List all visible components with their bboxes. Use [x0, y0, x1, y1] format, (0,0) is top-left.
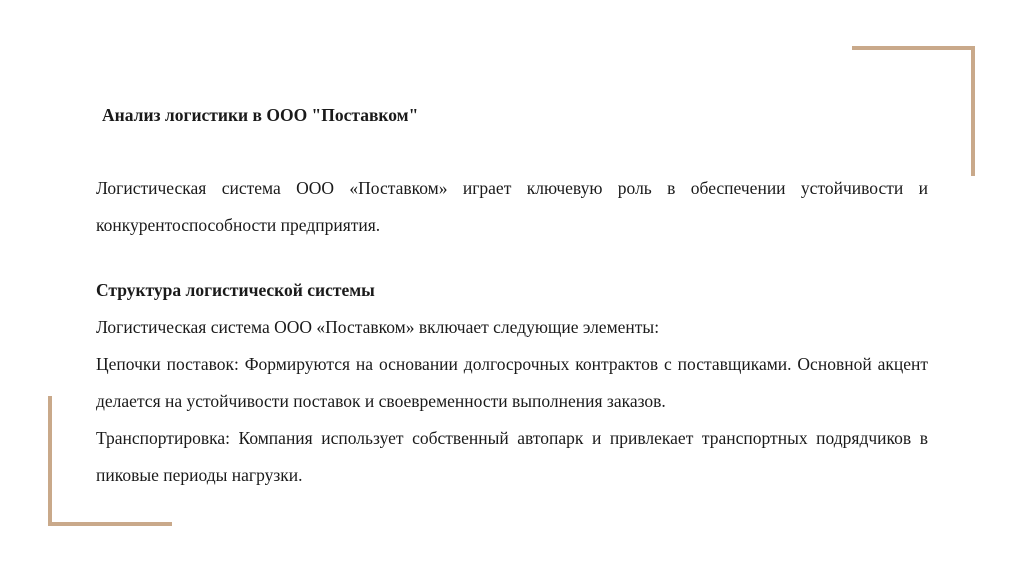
frame-corner-bottom-left-horizontal [48, 522, 172, 526]
supply-chain-paragraph: Цепочки поставок: Формируются на основании долгосрочных контрактов с поставщиками. Основной акцент делается на устойчивости поставок и своевременности выполнения заказов. [96, 354, 928, 411]
slide-content [96, 102, 928, 494]
transportation-paragraph: Транспортировка: Компания использует собственный автопарк и привлекает транспортных подрядчиков в пиковые периоды нагрузки. [96, 428, 928, 485]
frame-corner-bottom-left-vertical [48, 396, 52, 526]
frame-corner-top-right-vertical [971, 46, 975, 176]
slide-title: Анализ логистики в ООО "Поставком" [102, 105, 419, 125]
intro-paragraph: Логистическая система ООО «Поставком» играет ключевую роль в обеспечении устойчивости и конкурентоспособности предприятия. [96, 178, 928, 235]
section-intro-paragraph: Логистическая система ООО «Поставком» включает следующие элементы: [96, 317, 660, 337]
section-title: Структура логистической системы [96, 280, 375, 300]
frame-corner-top-right-horizontal [852, 46, 975, 50]
